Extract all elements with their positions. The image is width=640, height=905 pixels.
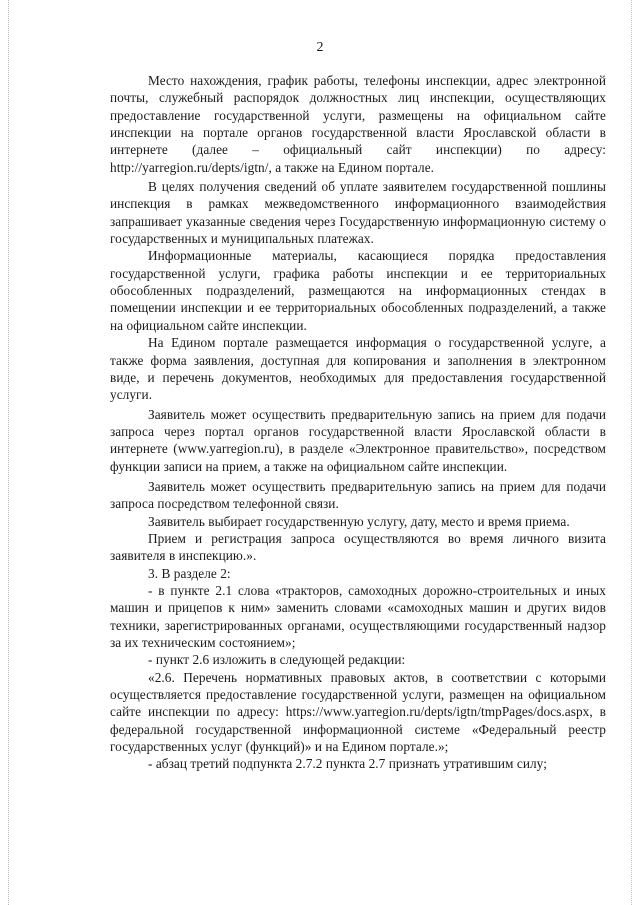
paragraph-pre-registration-phone: Заявитель может осуществить предварительную запись на прием для подачи запроса посредством телефонной связи. [110, 478, 606, 512]
paragraph-unified-portal: На Едином портале размещается информация о государственной услуге, а также форма заявления, доступная для копирования и заполнения в электронном виде, и перечень документов, необходимых для предоставления государственной услуги. [110, 335, 606, 403]
paragraph-location-schedule: Место нахождения, график работы, телефоны инспекции, адрес электронной почты, служебный распорядок должностных лиц инспекции, осуществляющих предоставление государственной услуги, размещены на официальном сайте инспекции на портале органов государственной власти Ярославской области в интернете (далее – официальный сайт инспекции) по адресу: http://yarregion.ru/depts/igtn/, а также на Едином портале. [110, 73, 606, 175]
scan-edge-left [8, 0, 9, 905]
scan-edge-right [631, 0, 632, 905]
paragraph-clause-2-7-2: - абзац третий подпункта 2.7.2 пункта 2.7 признать утратившим силу; [148, 756, 547, 772]
paragraph-clause-2-1: - в пункте 2.1 слова «тракторов, самоходных дорожно-строительных и иных машин и прицепов к ним» заменить словами «самоходных машин и других видов техники, зарегистрированных органами, осуществляющими государственный надзор за их техническим состоянием»; [110, 582, 606, 650]
paragraph-section-2-heading: 3. В разделе 2: [148, 565, 231, 581]
paragraph-pre-registration-portal: Заявитель может осуществить предварительную запись на прием для подачи запроса через портал органов государственной власти Ярославской области в интернете (www.yarregion.ru), в разделе «Электронное правительство», посредством функции записи на прием, а также на официальном сайте инспекции. [110, 406, 606, 474]
page-number: 2 [316, 40, 324, 55]
paragraph-clause-2-6-text: «2.6. Перечень нормативных правовых актов, в соответствии с которыми осуществляется предоставление государственной услуги, размещен на официальном сайте инспекции по адресу: https://www.yarregion.ru/depts/igtn/tmpPages/docs.aspx, в федеральной государственной информационной системе «Федеральный реестр государственных услуг (функций)» и на Едином портале.»; [110, 669, 606, 755]
paragraph-reception-registration: Прием и регистрация запроса осуществляются во время личного визита заявителя в инспекцию.». [110, 530, 606, 564]
paragraph-info-materials: Информационные материалы, касающиеся порядка предоставления государственной услуги, графика работы инспекции и ее территориальных обособленных подразделений, размещаются на информационных стендах в помещении инспекции и ее территориальных обособленных подразделений, а также на официальном сайте инспекции. [110, 248, 606, 333]
paragraph-applicant-choice: Заявитель выбирает государственную услугу, дату, место и время приема. [148, 513, 570, 529]
document-body [110, 72, 606, 773]
paragraph-state-duty-info: В целях получения сведений об уплате заявителем государственной пошлины инспекция в рамках межведомственного информационного взаимодействия запрашивает указанные сведения через Государственную информационную систему о государственных и муниципальных платежах. [110, 179, 606, 247]
paragraph-clause-2-6-intro: - пункт 2.6 изложить в следующей редакции: [148, 652, 406, 668]
